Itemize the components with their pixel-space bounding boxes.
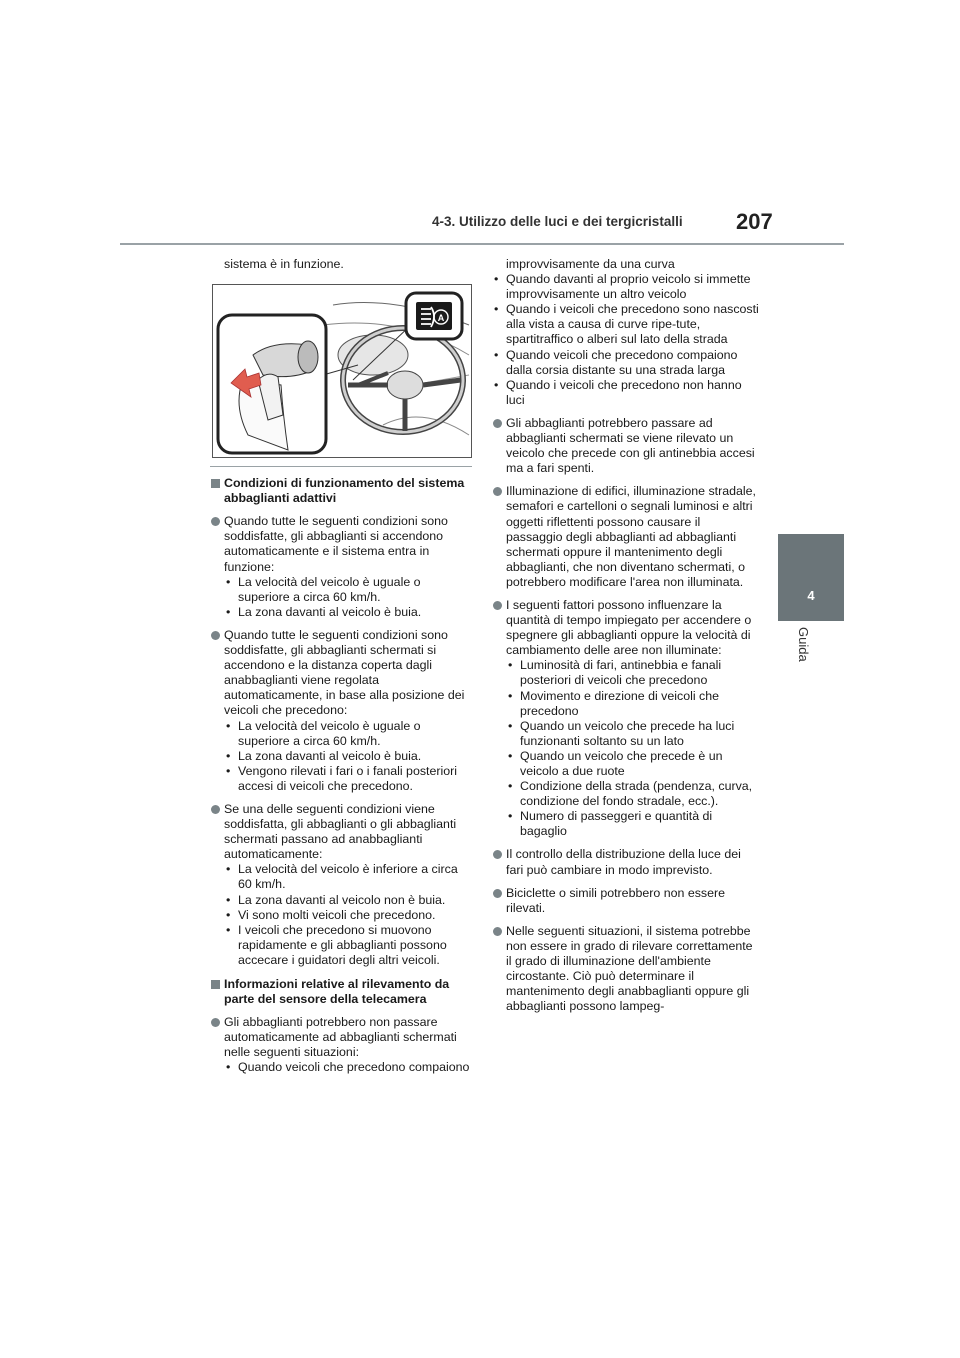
chapter-tab bbox=[778, 534, 844, 621]
list-item: • Quando veicoli che precedono compaiono bbox=[224, 1060, 472, 1075]
list-item: • Quando davanti al proprio veicolo si immette improvvisamente un altro veicolo bbox=[492, 272, 760, 302]
list-item: • Quando i veicoli che precedono non hanno luci bbox=[492, 378, 760, 408]
info-bullet-3 bbox=[492, 598, 760, 840]
list-item: • Vi sono molti veicoli che precedono. bbox=[224, 908, 472, 923]
auto-high-beam-icon-label: A bbox=[437, 313, 445, 324]
list-item: • Vengono rilevati i fari o i fanali posteriori accesi di veicoli che precedono. bbox=[224, 764, 472, 794]
list-item: • La velocità del veicolo è uguale o superiore a circa 60 km/h. bbox=[224, 575, 472, 605]
info-bullet-5: Biciclette o simili potrebbero non essere rilevati. bbox=[492, 886, 760, 916]
camera-bullet-1 bbox=[210, 1015, 472, 1075]
bullet-text: Gli abbaglianti potrebbero non passare automaticamente ad abbaglianti schermati nelle seguenti situazioni: bbox=[224, 1015, 457, 1060]
section-separator bbox=[210, 466, 472, 467]
list-item: • I veicoli che precedono si muovono rapidamente e gli abbaglianti possono accecare i guidatori degli altri veicoli. bbox=[224, 923, 472, 968]
info-bullet-1: Gli abbaglianti potrebbero passare ad abbaglianti schermati se viene rilevato un veicolo che precede con gli antinebbia accesi ma a fari spenti. bbox=[492, 416, 760, 476]
illustration-svg bbox=[213, 285, 471, 457]
info-bullet-6: Nelle seguenti situazioni, il sistema potrebbe non essere in grado di rilevare correttamente il grado di illuminazione dell'ambiente circostante. Ciò può determinare il mantenimento degli anabbaglianti oppure gli abbaglianti possono lampeg- bbox=[492, 924, 760, 1015]
list-item: • La velocità del veicolo è inferiore a circa 60 km/h. bbox=[224, 862, 472, 892]
left-column bbox=[210, 257, 472, 1076]
page-number: 207 bbox=[736, 209, 773, 234]
section-title: 4-3. Utilizzo delle luci e dei tergicristalli bbox=[432, 214, 683, 229]
condition-bullet-1 bbox=[210, 514, 472, 620]
list-item: • Quando i veicoli che precedono sono nascosti alla vista a causa di curve ripe-tute, spartitraffico o alberi sul lato della strada bbox=[492, 302, 760, 347]
bullet-text: I seguenti fattori possono influenzare la quantità di tempo impiegato per accendere o spegnere gli abbaglianti oppure la velocità di cambiamento delle aree non illuminate: bbox=[506, 597, 752, 658]
list-item: • Condizione della strada (pendenza, curva, condizione del fondo stradale, ecc.). bbox=[506, 779, 760, 809]
list-item: • Quando un veicolo che precede ha luci funzionanti soltanto su un lato bbox=[506, 719, 760, 749]
section-heading-1: Condizioni di funzionamento del sistema abbaglianti adattivi bbox=[210, 476, 472, 506]
continued-text: improvvisamente da una curva bbox=[506, 257, 675, 271]
bullet-text: Quando tutte le seguenti condizioni sono soddisfatte, gli abbaglianti schermati si accendono e la distanza coperta dagli anabbaglianti viene regolata automaticamente, in base alla posizione dei veicoli che precedono: bbox=[224, 627, 465, 718]
intro-text: sistema è in funzione. bbox=[224, 257, 344, 271]
list-item: • La zona davanti al veicolo è buia. bbox=[224, 605, 472, 620]
condition-bullet-2 bbox=[210, 628, 472, 794]
list-item: • Quando un veicolo che precede è un veicolo a due ruote bbox=[506, 749, 760, 779]
condition-bullet-3 bbox=[210, 802, 472, 968]
list-item: • La zona davanti al veicolo non è buia. bbox=[224, 893, 472, 908]
list-item: • Luminosità di fari, antinebbia e fanali posteriori di veicoli che precedono bbox=[506, 658, 760, 688]
section-heading-2: Informazioni relative al rilevamento da parte del sensore della telecamera bbox=[210, 977, 472, 1007]
steering-switch-illustration bbox=[212, 284, 472, 458]
header-rule bbox=[120, 243, 844, 245]
list-item: • Numero di passeggeri e quantità di bagaglio bbox=[506, 809, 760, 839]
right-column bbox=[492, 257, 760, 1014]
bullet-text: Se una delle seguenti condizioni viene soddisfatta, gli abbaglianti o gli abbaglianti schermati passano ad anabbaglianti automaticamente: bbox=[224, 801, 457, 862]
list-item: • La velocità del veicolo è uguale o superiore a circa 60 km/h. bbox=[224, 719, 472, 749]
info-bullet-2: Illuminazione di edifici, illuminazione stradale, semafori e cartelloni o segnali luminosi e altri oggetti riflettenti possono causare il passaggio degli abbaglianti ad abbaglianti schermati oppure il mantenimento degli abbaglianti, che non diventano schermati, o potrebbero modificare l'area non illuminata. bbox=[492, 484, 760, 590]
list-item: • La zona davanti al veicolo è buia. bbox=[224, 749, 472, 764]
chapter-number: 4 bbox=[807, 588, 815, 603]
info-bullet-4: Il controllo della distribuzione della luce dei fari può cambiare in modo imprevisto. bbox=[492, 847, 760, 877]
list-item: • Movimento e direzione di veicoli che precedono bbox=[506, 689, 760, 719]
chapter-label-box bbox=[796, 627, 826, 687]
chapter-label: Guida bbox=[796, 627, 811, 662]
bullet-text: Quando tutte le seguenti condizioni sono soddisfatte, gli abbaglianti si accendono automaticamente e il sistema entra in funzione: bbox=[224, 514, 448, 574]
list-item: • Quando veicoli che precedono compaiono dalla corsia distante su una strada larga bbox=[492, 348, 760, 378]
